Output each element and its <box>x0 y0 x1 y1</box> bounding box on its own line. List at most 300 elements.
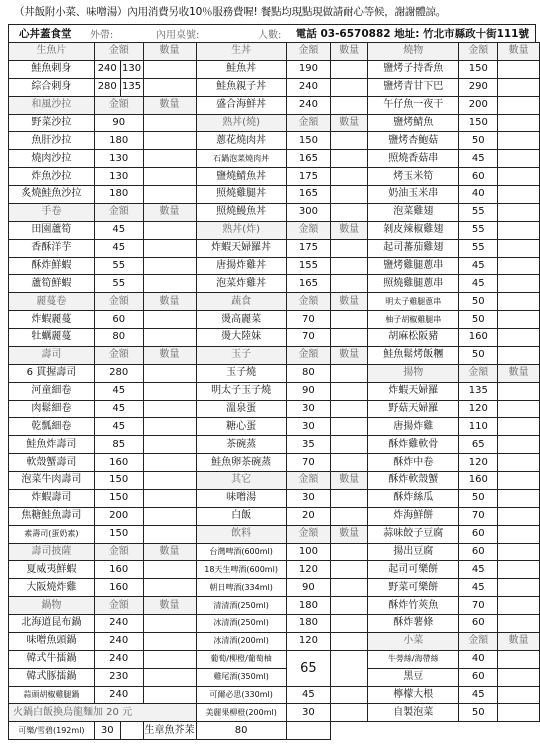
menu-item-name: 香酥洋芋 <box>9 239 95 257</box>
section-header: 揚物 <box>368 364 459 382</box>
qty-cell[interactable] <box>120 722 143 740</box>
qty-header: 數量 <box>331 472 368 490</box>
menu-item-price: 150 <box>94 489 143 507</box>
qty-cell[interactable] <box>331 489 368 507</box>
qty-cell[interactable] <box>498 561 540 579</box>
qty-header: 數量 <box>498 364 540 382</box>
menu-item-name: 照燒鰻魚丼 <box>196 203 286 221</box>
price-header: 金額 <box>286 346 331 364</box>
menu-item-name: 味噌湯 <box>196 489 286 507</box>
menu-item-name: 鮭魚刺身 <box>9 60 95 78</box>
menu-item-price: 240 <box>94 615 143 633</box>
qty-cell[interactable] <box>498 507 540 525</box>
qty-cell[interactable] <box>498 96 540 114</box>
qty-cell[interactable] <box>143 632 196 650</box>
menu-item-name: 炸蝦天婦羅 <box>368 382 459 400</box>
qty-cell[interactable] <box>498 472 540 490</box>
menu-row <box>9 454 540 472</box>
menu-item-price: 50 <box>459 704 498 722</box>
qty-cell[interactable] <box>498 311 540 329</box>
menu-row <box>9 311 540 329</box>
menu-item-name: 夏威夷鮮蝦 <box>9 561 95 579</box>
menu-item-name: 泡菜炸雞丼 <box>196 275 286 293</box>
menu-item-name: 可爾必思(330ml) <box>196 686 286 704</box>
qty-cell[interactable] <box>331 632 368 650</box>
qty-cell[interactable] <box>498 615 540 633</box>
price-header: 金額 <box>459 632 498 650</box>
menu-row <box>9 400 540 418</box>
menu-row <box>9 597 540 615</box>
qty-header: 數量 <box>143 293 196 311</box>
menu-item-price: 180 <box>286 597 331 615</box>
price-header: 金額 <box>286 525 331 543</box>
qty-cell[interactable] <box>331 364 368 382</box>
menu-item-price: 30 <box>286 489 331 507</box>
menu-item-price: 240 <box>94 632 143 650</box>
menu-item-price: 80 <box>94 329 143 347</box>
qty-cell[interactable] <box>143 436 196 454</box>
menu-item-price: 50 <box>459 132 498 150</box>
table-number-label: 內用桌號: <box>155 30 200 41</box>
menu-item-price: 50 <box>459 293 498 311</box>
menu-item-name: 鮭魚親子丼 <box>196 78 286 96</box>
qty-cell[interactable] <box>143 489 196 507</box>
section-header: 其它 <box>196 472 286 490</box>
menu-item-name: 鹽烤鯖魚 <box>368 114 459 132</box>
menu-item-price: 45 <box>459 257 498 275</box>
qty-cell[interactable] <box>498 489 540 507</box>
menu-item-name: 酥炸竹莢魚 <box>368 597 459 615</box>
menu-item-name: 牛蒡絲/海帶絲 <box>368 650 459 668</box>
qty-header: 數量 <box>331 43 368 61</box>
qty-cell[interactable] <box>331 311 368 329</box>
qty-header: 數量 <box>143 346 196 364</box>
menu-item-name: 素壽司(蛋奶素) <box>9 525 95 543</box>
menu-row <box>9 60 540 78</box>
section-header: 鍋物 <box>9 597 95 615</box>
menu-item-price: 160 <box>94 561 143 579</box>
qty-cell[interactable] <box>498 346 540 364</box>
menu-row <box>9 78 540 96</box>
price-header: 金額 <box>286 221 331 239</box>
qty-cell[interactable] <box>143 650 196 668</box>
menu-item-name: 蘆筍鮮蝦 <box>9 275 95 293</box>
menu-item-price: 70 <box>286 329 331 347</box>
qty-cell[interactable] <box>331 239 368 257</box>
menu-row <box>9 650 540 668</box>
menu-item-name: 韓式豚擂鍋 <box>9 668 95 686</box>
qty-cell[interactable] <box>331 60 368 78</box>
qty-cell[interactable] <box>143 382 196 400</box>
qty-cell[interactable] <box>143 668 196 686</box>
qty-cell[interactable] <box>143 418 196 436</box>
price-header: 金額 <box>286 114 331 132</box>
qty-cell[interactable] <box>331 186 368 204</box>
menu-item-price: 60 <box>94 311 143 329</box>
menu-item-price: 45 <box>459 275 498 293</box>
menu-item-price: 60 <box>459 168 498 186</box>
menu-item-price: 150 <box>459 114 498 132</box>
qty-cell[interactable] <box>331 650 368 686</box>
menu-item-name: 檸檬大根 <box>368 686 459 704</box>
menu-item-price: 165 <box>286 275 331 293</box>
menu-row <box>9 418 540 436</box>
qty-cell[interactable] <box>143 275 196 293</box>
qty-header: 數量 <box>143 203 196 221</box>
menu-item-price: 240 <box>94 686 143 704</box>
menu-item-name: 河童細卷 <box>9 382 95 400</box>
menu-item-name: 鮭魚炸壽司 <box>9 436 95 454</box>
qty-cell[interactable] <box>143 132 196 150</box>
menu-row <box>9 203 540 221</box>
qty-cell[interactable] <box>143 311 196 329</box>
qty-cell[interactable] <box>331 597 368 615</box>
menu-table <box>8 42 540 740</box>
menu-item-name: 18天生啤酒(600ml) <box>196 561 286 579</box>
menu-item-price: 165 <box>286 150 331 168</box>
menu-item-name: 軟殼蟹壽司 <box>9 454 95 472</box>
menu-item-name: 炸蝦壽司 <box>9 489 95 507</box>
menu-item-price: 30 <box>286 400 331 418</box>
qty-header: 數量 <box>331 346 368 364</box>
menu-item-name: 石鍋泡菜燒肉丼 <box>196 150 286 168</box>
section-header: 生魚片 <box>9 43 95 61</box>
menu-item-price: 40 <box>459 650 498 668</box>
menu-item-name: 燙大陸妹 <box>196 329 286 347</box>
menu-item-name: 鹽烤子持香魚 <box>368 60 459 78</box>
menu-item-price: 50 <box>459 311 498 329</box>
qty-header: 數量 <box>498 43 540 61</box>
qty-cell[interactable] <box>143 525 196 543</box>
qty-cell[interactable] <box>143 114 196 132</box>
menu-item-price: 150 <box>94 472 143 490</box>
qty-cell[interactable] <box>498 704 540 722</box>
menu-item-price: 200 <box>459 96 498 114</box>
price-header: 金額 <box>286 472 331 490</box>
qty-cell[interactable] <box>498 239 540 257</box>
menu-row <box>9 561 540 579</box>
menu-item-name: 蔥花燒肉丼 <box>196 132 286 150</box>
menu-item-price: 175 <box>286 239 331 257</box>
qty-cell[interactable] <box>498 400 540 418</box>
menu-item-price: 55 <box>459 221 498 239</box>
menu-item-price: 70 <box>286 311 331 329</box>
qty-cell[interactable] <box>331 615 368 633</box>
qty-cell[interactable] <box>498 221 540 239</box>
qty-cell[interactable] <box>331 150 368 168</box>
menu-item-name: 炸蝦麗蔓 <box>9 311 95 329</box>
menu-item-price: 45 <box>94 239 143 257</box>
menu-item-name: 蒜味餃子豆腐 <box>368 525 459 543</box>
qty-cell[interactable] <box>143 472 196 490</box>
menu-item-name: 蒜頭胡椒雞腿鍋 <box>9 686 95 704</box>
qty-cell[interactable] <box>143 507 196 525</box>
menu-item-price: 160 <box>459 329 498 347</box>
menu-row <box>9 293 540 311</box>
section-header: 蔬食 <box>196 293 286 311</box>
menu-item-price: 60 <box>459 543 498 561</box>
menu-row <box>9 704 540 722</box>
menu-item-price: 160 <box>94 454 143 472</box>
qty-cell[interactable] <box>143 400 196 418</box>
menu-item-price: 40 <box>459 186 498 204</box>
menu-item-price: 280 <box>94 78 120 96</box>
menu-item-name: 照燒雞腿丼 <box>196 186 286 204</box>
menu-item-name: 鹽烤杏鮑菇 <box>368 132 459 150</box>
menu-item-name: 盛合海鮮丼 <box>196 96 286 114</box>
menu-item-name: 燙高麗菜 <box>196 311 286 329</box>
qty-cell[interactable] <box>498 597 540 615</box>
menu-row <box>9 114 540 132</box>
menu-row <box>9 96 540 114</box>
menu-item-price: 130 <box>94 150 143 168</box>
menu-item-price: 160 <box>94 579 143 597</box>
qty-cell[interactable] <box>331 436 368 454</box>
menu-item-name: 照燒香菇串 <box>368 150 459 168</box>
section-header: 壽司 <box>9 346 95 364</box>
price-header: 金額 <box>459 43 498 61</box>
qty-cell[interactable] <box>143 364 196 382</box>
menu-item-price: 90 <box>286 382 331 400</box>
qty-cell[interactable] <box>331 418 368 436</box>
qty-cell[interactable] <box>498 329 540 347</box>
menu-row <box>9 525 540 543</box>
menu-item-name: 美麗果柳橙(200ml) <box>196 704 286 722</box>
qty-cell[interactable] <box>498 543 540 561</box>
menu-item-price: 160 <box>459 472 498 490</box>
menu-item-price: 230 <box>94 668 143 686</box>
qty-cell[interactable] <box>331 132 368 150</box>
qty-cell[interactable] <box>498 293 540 311</box>
qty-cell[interactable] <box>498 132 540 150</box>
qty-cell[interactable] <box>498 579 540 597</box>
qty-cell[interactable] <box>498 525 540 543</box>
menu-item-price: 60 <box>459 615 498 633</box>
qty-cell[interactable] <box>143 78 196 96</box>
menu-item-name: 黑豆 <box>368 668 459 686</box>
qty-cell[interactable] <box>143 60 196 78</box>
qty-cell[interactable] <box>331 561 368 579</box>
menu-item-price: 120 <box>459 400 498 418</box>
qty-cell[interactable] <box>498 436 540 454</box>
menu-item-name: 酥炸軟殼蟹 <box>368 472 459 490</box>
section-header: 和風沙拉 <box>9 96 95 114</box>
menu-item-price: 55 <box>459 203 498 221</box>
menu-item-name: 田園蘆筍 <box>9 221 95 239</box>
qty-cell[interactable] <box>143 615 196 633</box>
shop-header <box>8 24 536 42</box>
menu-item-name: 自製泡菜 <box>368 704 459 722</box>
qty-cell[interactable] <box>331 203 368 221</box>
qty-cell[interactable] <box>331 168 368 186</box>
qty-cell[interactable] <box>498 454 540 472</box>
qty-cell[interactable] <box>143 329 196 347</box>
menu-row <box>9 543 540 561</box>
menu-row <box>9 615 540 633</box>
menu-item-price: 300 <box>286 203 331 221</box>
menu-item-price: 90 <box>286 579 331 597</box>
qty-header: 數量 <box>143 96 196 114</box>
menu-item-price: 30 <box>94 722 120 740</box>
menu-item-price: 150 <box>459 60 498 78</box>
qty-cell[interactable] <box>498 186 540 204</box>
menu-item-price: 30 <box>286 418 331 436</box>
menu-item-price: 55 <box>94 275 143 293</box>
qty-cell[interactable] <box>498 668 540 686</box>
menu-item-name: 北海道昆布鍋 <box>9 615 95 633</box>
menu-item-price: 65 <box>286 650 331 686</box>
menu-item-name: 酥炸雞軟骨 <box>368 436 459 454</box>
menu-row <box>9 221 540 239</box>
qty-cell[interactable] <box>331 543 368 561</box>
menu-item-name: 明太子玉子燒 <box>196 382 286 400</box>
takeout-label: 外帶: <box>89 30 114 41</box>
qty-cell[interactable] <box>498 168 540 186</box>
menu-item-name: 炸蝦天婦羅丼 <box>196 239 286 257</box>
menu-item-name: 揚出豆腐 <box>368 543 459 561</box>
price-header: 金額 <box>94 346 143 364</box>
qty-cell[interactable] <box>498 382 540 400</box>
menu-row <box>9 186 540 204</box>
menu-item-price: 60 <box>459 525 498 543</box>
qty-cell[interactable] <box>143 561 196 579</box>
menu-item-price: 45 <box>459 561 498 579</box>
menu-row <box>9 436 540 454</box>
menu-item-name: 炸海鮮餅 <box>368 507 459 525</box>
menu-item-price: 240 <box>94 650 143 668</box>
menu-item-price: 150 <box>94 525 143 543</box>
qty-cell[interactable] <box>331 507 368 525</box>
menu-item-name: 酥炸絲瓜 <box>368 489 459 507</box>
qty-cell[interactable] <box>498 203 540 221</box>
menu-item-name: 鹽烤雞腿蔥串 <box>368 257 459 275</box>
qty-cell[interactable] <box>143 686 196 704</box>
section-header: 壽司披薩 <box>9 543 95 561</box>
menu-item-name: 生章魚芥茉 <box>143 722 196 740</box>
qty-cell[interactable] <box>331 686 368 704</box>
menu-item-price: 50 <box>459 346 498 364</box>
qty-cell[interactable] <box>498 686 540 704</box>
menu-item-name: 酥炸薯條 <box>368 615 459 633</box>
menu-item-price: 80 <box>196 722 286 740</box>
qty-cell[interactable] <box>331 257 368 275</box>
menu-item-name: 酥炸鮮蝦 <box>9 257 95 275</box>
qty-cell[interactable] <box>498 275 540 293</box>
qty-cell[interactable] <box>331 454 368 472</box>
menu-item-name: 葡萄/柳橙/葡萄柚 <box>196 650 286 668</box>
menu-item-price: 120 <box>286 632 331 650</box>
qty-cell[interactable] <box>143 168 196 186</box>
menu-item-name: 雞尾酒(350ml) <box>196 668 286 686</box>
qty-cell[interactable] <box>331 96 368 114</box>
menu-item-price: 200 <box>94 507 143 525</box>
menu-item-price: 20 <box>286 507 331 525</box>
menu-row <box>9 382 540 400</box>
menu-item-price: 180 <box>286 615 331 633</box>
menu-item-price: 50 <box>459 489 498 507</box>
menu-item-name: 綜合刺身 <box>9 78 95 96</box>
qty-cell[interactable] <box>331 704 368 722</box>
qty-cell[interactable] <box>331 78 368 96</box>
menu-row <box>9 364 540 382</box>
menu-row <box>9 329 540 347</box>
qty-cell[interactable] <box>331 579 368 597</box>
qty-cell[interactable] <box>498 418 540 436</box>
qty-cell[interactable] <box>331 329 368 347</box>
qty-cell[interactable] <box>143 150 196 168</box>
menu-item-price: 120 <box>459 454 498 472</box>
menu-item-price: 55 <box>459 239 498 257</box>
price-header: 金額 <box>94 543 143 561</box>
menu-row <box>9 168 540 186</box>
qty-cell[interactable] <box>331 400 368 418</box>
menu-row <box>9 632 540 650</box>
menu-item-name: 午仔魚一夜干 <box>368 96 459 114</box>
menu-item-name: 烤玉米筍 <box>368 168 459 186</box>
menu-item-name: 鮭魚鬆烤飯糰 <box>368 346 459 364</box>
qty-cell[interactable] <box>143 221 196 239</box>
qty-header: 數量 <box>331 114 368 132</box>
qty-cell[interactable] <box>286 722 331 740</box>
qty-cell[interactable] <box>143 239 196 257</box>
menu-row <box>9 579 540 597</box>
qty-cell[interactable] <box>498 60 540 78</box>
qty-cell[interactable] <box>331 382 368 400</box>
price-header: 金額 <box>94 43 143 61</box>
menu-item-name: 泡菜牛肉壽司 <box>9 472 95 490</box>
qty-cell[interactable] <box>498 78 540 96</box>
qty-header: 數量 <box>331 293 368 311</box>
menu-row <box>9 43 540 61</box>
qty-cell[interactable] <box>143 257 196 275</box>
menu-row <box>9 722 540 740</box>
qty-cell[interactable] <box>498 257 540 275</box>
menu-row <box>9 686 540 704</box>
price-header: 金額 <box>94 96 143 114</box>
qty-cell[interactable] <box>498 650 540 668</box>
menu-item-price: 240 <box>94 60 120 78</box>
qty-cell[interactable] <box>143 454 196 472</box>
menu-item-price: 45 <box>94 221 143 239</box>
menu-item-name: 朝日啤酒(334ml) <box>196 579 286 597</box>
qty-cell[interactable] <box>143 579 196 597</box>
menu-row <box>9 668 540 686</box>
menu-item-name: 柚子胡椒雞腿串 <box>368 311 459 329</box>
qty-header: 數量 <box>143 43 196 61</box>
qty-header: 數量 <box>143 597 196 615</box>
qty-cell[interactable] <box>498 114 540 132</box>
menu-row <box>9 132 540 150</box>
menu-item-price: 150 <box>286 132 331 150</box>
qty-cell[interactable] <box>143 186 196 204</box>
menu-item-name: 鹽燒鯖魚丼 <box>196 168 286 186</box>
menu-item-name: 唐揚炸雞丼 <box>196 257 286 275</box>
menu-item-price: 80 <box>286 364 331 382</box>
menu-item-name: 茶碗蒸 <box>196 436 286 454</box>
qty-cell[interactable] <box>331 275 368 293</box>
menu-row <box>9 150 540 168</box>
menu-item-price: 180 <box>94 132 143 150</box>
menu-item-name: 起司蕃茄雞翅 <box>368 239 459 257</box>
menu-item-name: 明太子雞腿蔥串 <box>368 293 459 311</box>
menu-item-name: 可樂/雪碧(192ml) <box>9 722 95 740</box>
qty-cell[interactable] <box>498 150 540 168</box>
menu-item-price: 60 <box>459 668 498 686</box>
price-header: 金額 <box>94 293 143 311</box>
menu-item-name: 大阪燒炸雞 <box>9 579 95 597</box>
qty-header: 數量 <box>331 525 368 543</box>
menu-item-name: 鹽烤青甘下巴 <box>368 78 459 96</box>
